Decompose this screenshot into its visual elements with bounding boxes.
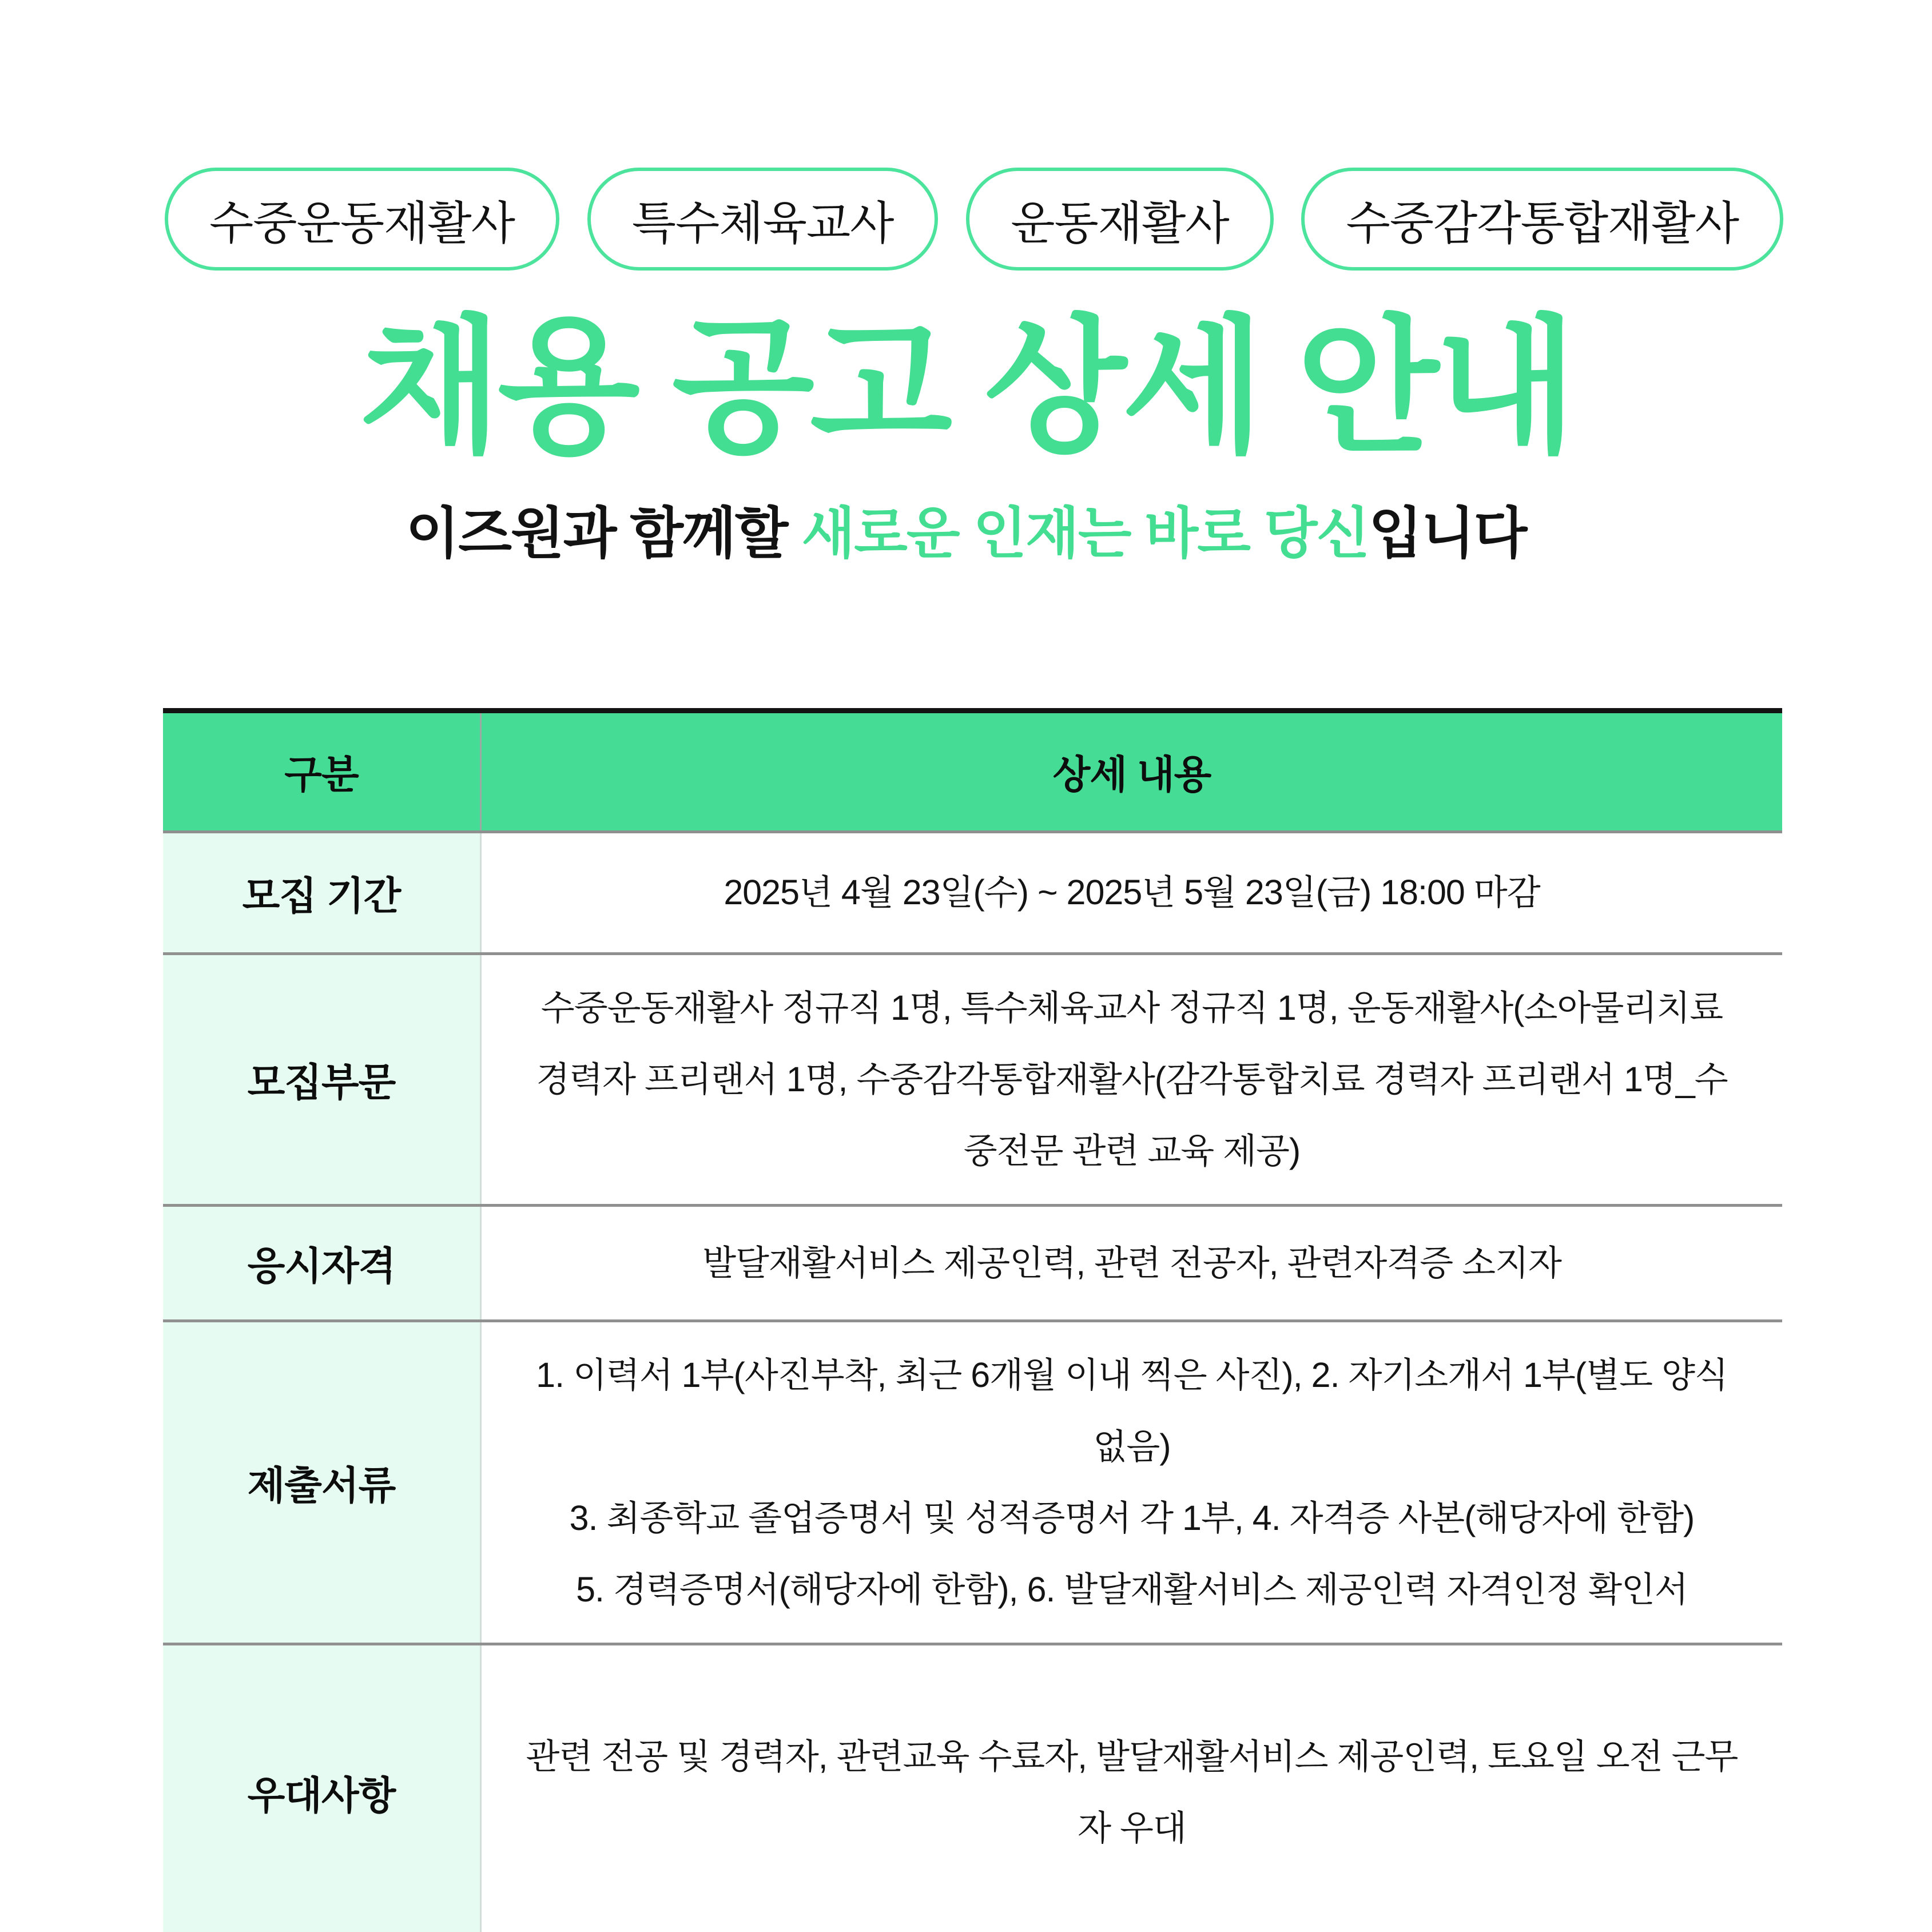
- detail-line: 5. 경력증명서(해당자에 한함), 6. 발달재활서비스 제공인력 자격인정 확인서: [576, 1570, 1688, 1609]
- detail-line: 1. 이력서 1부(사진부착, 최근 6개월 이내 찍은 사진), 2. 자기소개서 1부(별도 양식 없음): [536, 1355, 1728, 1466]
- row-label: 응시자격: [163, 1207, 482, 1319]
- subtitle-suffix: 입니다: [1369, 502, 1526, 565]
- detail-line: 수중운동재활사 정규직 1명, 특수체육교사 정규직 1명, 운동재활사(소아물리치료 경력자 프리랜서 1명, 수중감각통합재활사(감각통합치료 경력자 프리랜서 1명_수중전문 관련 교육 제공): [536, 988, 1728, 1171]
- table-row-preferred-qualifications: [163, 1645, 1782, 1932]
- row-detail: [482, 1207, 1782, 1319]
- tag-pill-special-pe-teacher: 특수체육교사: [587, 168, 939, 271]
- job-detail-table: [163, 708, 1782, 1932]
- table-row-eligibility: [163, 1207, 1782, 1322]
- tag-pill-exercise-rehab: 운동재활사: [966, 168, 1273, 271]
- detail-line: 3. 최종학교 졸업증명서 및 성적증명서 각 1부, 4. 자격증 사본(해당자에 한함): [569, 1498, 1695, 1538]
- table-header-row: [163, 713, 1782, 833]
- row-detail: [482, 833, 1782, 952]
- detail-line: 2025년 4월 23일(수) ~ 2025년 5월 23일(금) 18:00 마감: [723, 873, 1540, 912]
- row-detail: [482, 1322, 1782, 1643]
- row-label: 우대사항: [163, 1645, 482, 1932]
- row-detail: [482, 955, 1782, 1204]
- table-row-recruit-period: [163, 833, 1782, 955]
- page-subtitle: [0, 499, 1932, 568]
- tag-pill-aquatic-sensory-rehab: 수중감각통합재활사: [1301, 168, 1783, 271]
- header-cell-detail: 상세 내용: [1052, 753, 1211, 797]
- subtitle-prefix: 이즈원과 함께할: [406, 502, 802, 565]
- detail-line: 발달재활서비스 제공인력, 관련 전공자, 관련자격증 소지자: [702, 1243, 1561, 1283]
- job-tag-row: [165, 168, 1783, 271]
- row-label: 모집부문: [163, 955, 482, 1204]
- detail-line: 관련 전공 및 경력자, 관련교육 수료자, 발달재활서비스 제공인력, 토요일 오전 근무자 우대: [526, 1737, 1738, 1848]
- row-label: 제출서류: [163, 1322, 482, 1643]
- table-row-recruit-field: [163, 955, 1782, 1207]
- row-detail: [482, 1645, 1782, 1932]
- tag-pill-aquatic-exercise-rehab: 수중운동재활사: [165, 168, 559, 271]
- table-row-required-documents: [163, 1322, 1782, 1645]
- subtitle-highlight: 새로운 인재는 바로 당신: [801, 502, 1369, 565]
- page-title: 채용 공고 상세 안내: [359, 304, 1573, 470]
- header-cell-category: 구분: [163, 713, 482, 830]
- row-label: 모집 기간: [163, 833, 482, 952]
